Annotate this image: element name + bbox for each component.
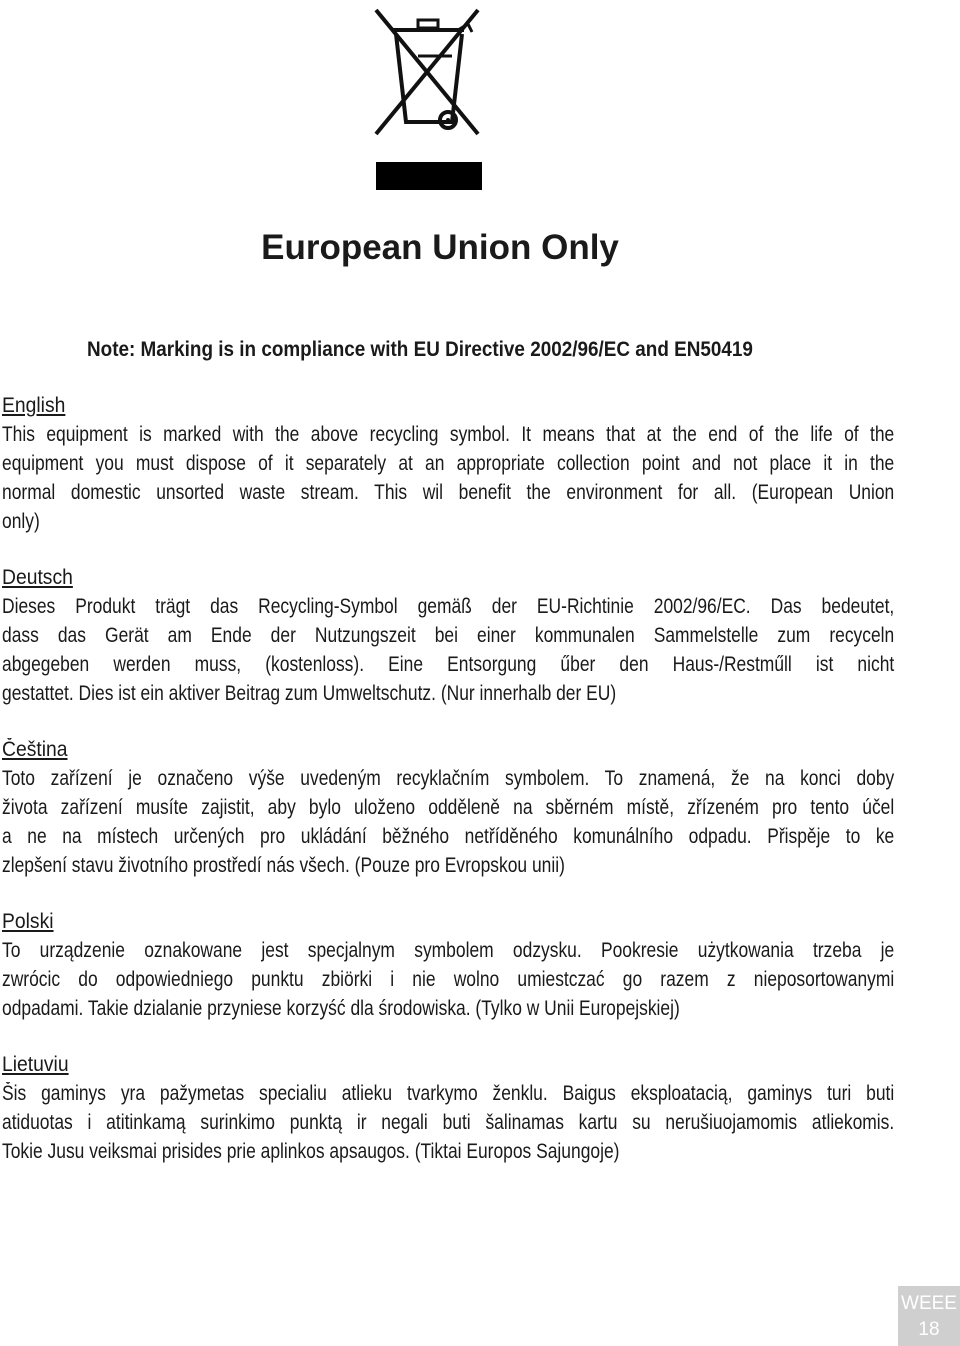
paragraph-line: abgegeben werden muss, (kostenloss). Eine Entsorgung űber den Haus-/Restműll ist nicht bbox=[2, 653, 895, 676]
language-heading: Polski bbox=[2, 910, 54, 933]
paragraph-line: zlepšení stavu životního prostředí nás všech. (Pouze pro Evropskou unii) bbox=[2, 854, 565, 877]
compliance-note: Note: Marking is in compliance with EU Directive 2002/96/EC and EN50419 bbox=[87, 338, 753, 361]
section-polski bbox=[2, 907, 958, 1023]
language-heading: Deutsch bbox=[2, 566, 73, 589]
page-number-badge bbox=[898, 1286, 960, 1346]
language-heading: English bbox=[2, 394, 66, 417]
language-heading: Čeština bbox=[2, 738, 68, 761]
paragraph-line: zwrócic do odpowiedniego punktu zbiörki i nie wolno umiestczać go razem z nieposortowanymi bbox=[2, 968, 895, 991]
weee-label: WEEE bbox=[901, 1293, 957, 1314]
paragraph-line: života zařízení musíte zajistit, aby bylo uloženo odděleně na sběrném místě, zřízeném pro tento účel bbox=[2, 796, 895, 819]
paragraph-line: only) bbox=[2, 510, 40, 533]
paragraph-line: a ne na místech určených pro ukládání běžného netříděného komunálního odpadu. Přispěje to ke bbox=[2, 825, 895, 848]
paragraph-line: dass das Gerät am Ende der Nutzungszeit bei einer kommunalen Sammelstelle zum recyceln bbox=[2, 624, 895, 647]
section-cestina bbox=[2, 735, 958, 880]
paragraph-line: gestattet. Dies ist ein aktiver Beitrag zum Umweltschutz. (Nur innerhalb der EU) bbox=[2, 682, 617, 705]
section-deutsch bbox=[2, 563, 958, 708]
paragraph-line: odpadami. Takie dzialanie przyniese korzyść dla środowiska. (Tylko w Unii Europejskiej) bbox=[2, 997, 680, 1020]
paragraph-line: equipment you must dispose of it separately at an appropriate collection point and not place it in the bbox=[2, 452, 895, 475]
paragraph-line: To urządzenie oznakowane jest specjalnym symbolem odzysku. Pookresie użytkowania trzeba je bbox=[2, 939, 895, 962]
paragraph-line: atiduotas i atitinkamą surinkimo punktą ir negali buti šalinamas kartu su nerušiuojamomis atliekomis. bbox=[2, 1111, 895, 1134]
language-heading: Lietuviu bbox=[2, 1053, 69, 1076]
paragraph-line: This equipment is marked with the above recycling symbol. It means that at the end of the life of the bbox=[2, 423, 895, 446]
crossed-out-wheelie-bin-icon bbox=[372, 6, 484, 190]
paragraph-line: Dieses Produkt trägt das Recycling-Symbol gemäß der EU-Richtinie 2002/96/EC. Das bedeutet, bbox=[2, 595, 895, 618]
section-english bbox=[2, 391, 958, 536]
page-title: European Union Only bbox=[261, 228, 619, 267]
paragraph-line: Toto zařízení je označeno výše uvedeným recyklačním symbolem. To znamená, že na konci doby bbox=[2, 767, 895, 790]
paragraph-line: Šis gaminys yra pažymetas specialiu atlieku tvarkymo ženklu. Baigus eksploatacią, gaminys turi buti bbox=[2, 1082, 895, 1105]
section-lietuviu bbox=[2, 1050, 958, 1166]
paragraph-line: Tokie Jusu veiksmai prisides prie aplinkos apsaugos. (Tiktai Europos Sajungoje) bbox=[2, 1140, 620, 1163]
paragraph-line: normal domestic unsorted waste stream. This wil benefit the environment for all. (European Union bbox=[2, 481, 895, 504]
page-number: 18 bbox=[918, 1319, 940, 1340]
